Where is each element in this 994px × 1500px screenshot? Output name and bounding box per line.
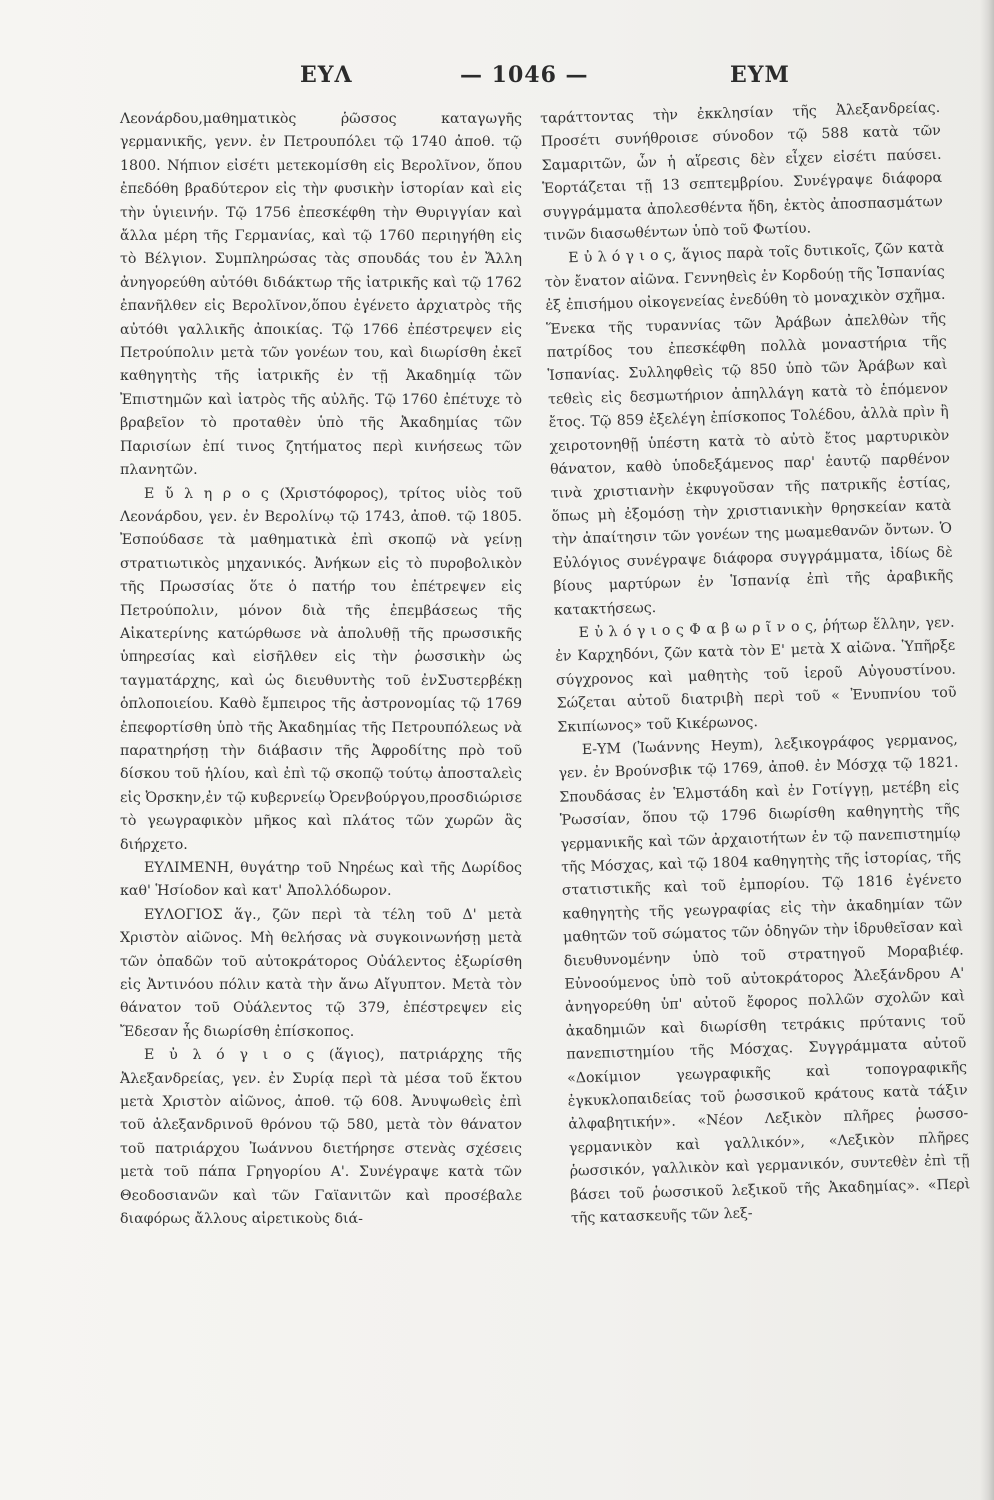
left-column [120, 108, 522, 1232]
entry-eulogios-saint: ΕΥΛΟΓΙΟΣ ἅγ., ζῶν περὶ τὰ τέλη τοῦ Δ' μετὰ Χριστὸν αἰῶνος. Μὴ θελήσας νὰ συγκοινωνήσῃ μετὰ τῶν ὀπαδῶν τοῦ αὐτοκράτορος Οὐάλεντος ἐξωρίσθη εἰς Ἀντινόου πόλιν κατὰ τὴν ἄνω Αἴγυπτον. Μετὰ τὸν θάνατον τοῦ Οὐάλεντος τῷ 379, ἐπέστρεψεν εἰς Ἔδεσαν ἧς διωρίσθη ἐπίσκοπος. [120, 906, 522, 1040]
entry-continuation-euler-leonhard-son: Λεονάρδου,μαθηματικὸς ῥῶσσος καταγωγῆς γερμανικῆς, γενν. ἐν Πετρουπόλει τῷ 1740 ἀποθ. τῷ 1800. Νήπιον εἰσέτι μετεκομίσθη εἰς Βερολῖνον, ὅπου ἐπεδόθη βραδύτερον εἰς τὴν φυσικὴν ἱστορίαν καὶ εἰς τὴν ὑγιεινήν. Τῷ 1756 ἐπεσκέφθη τὴν Θυριγγίαν καὶ ἄλλα μέρη τῆς Γερμανίας, καὶ τῷ 1760 περιηγήθη εἰς τὸ Βέλγιον. Συμπληρώσας τὰς σπουδάς του ἐν Ἄλλη ἀνηγορεύθη αὐτόθι διδάκτωρ τῆς ἰατρικῆς καὶ τῷ 1762 ἐπανῆλθεν εἰς Βερολῖνον,ὅπου ἐγένετο ἀρχιατρὸς τῆς αὐτόθι γαλλικῆς ἀποικίας. Τῷ 1766 ἐπέστρεψεν εἰς Πετρούπολιν μετὰ τῶν γονέων του, καὶ διωρίσθη ἐκεῖ καθηγητὴς τῆς ἰατρικῆς ἐν τῇ Ἀκαδημίᾳ τῶν Ἐπιστημῶν καὶ ἰατρὸς τῆς αὐλῆς. Τῷ 1760 ἐπέτυχε τὸ βραβεῖον τὸ προταθὲν ὑπὸ τῆς Ἀκαδημίας τῶν Παρισίων ἐπί τινος ζητήματος περὶ κινήσεως τῶν πλανητῶν. [120, 111, 522, 479]
entry-euler-christoph: Ε ὔ λ η ρ ο ς (Χριστόφορος), τρίτος υἱὸς τοῦ Λεονάρδου, γεν. ἐν Βερολίνῳ τῷ 1743, ἀποθ. τῷ 1805. Ἐσπούδασε τὰ μαθηματικὰ ἐπὶ σκοπῷ νὰ γείνῃ στρατιωτικὸς μηχανικός. Ἀνήκων εἰς τὸ πυροβολικὸν τῆς Πρωσσίας ὅτε ὁ πατήρ του ἐπέτρεψεν εἰς Πετρούπολιν, μόνον διὰ τῆς ἐπεμβάσεως τῆς Αἰκατερίνης κατώρθωσε νὰ ἀπολυθῇ τῆς πρωσσικῆς ὑπηρεσίας καὶ εἰσῆλθεν εἰς τὴν ῥωσσικὴν ὡς ταγματάρχης, καὶ ὡς διευθυντὴς τοῦ ἐνΣυστερβέκῃ ὁπλοποιείου. Καθὸ ἔμπειρος τῆς ἀστρονομίας τῷ 1769 ἐπεφορτίσθη ὑπὸ τῆς Ἀκαδημίας τῆς Πετρουπόλεως νὰ παρατηρήσῃ τὴν διάβασιν τῆς Ἀφροδίτης πρὸ τοῦ δίσκου τοῦ ἡλίου, καὶ ἐπὶ τῷ σκοπῷ τούτῳ ἀποσταλεὶς εἰς Ὀρσκην,ἐν τῷ κυβερνείῳ Ὀρενβούργου,προσδιώρισε τὸ γεωγραφικὸν μῆκος καὶ πλάτος τῶν χωρῶν ἃς διήρχετο. [120, 485, 522, 853]
entry-heym-ioannis: Ε-ΥΜ (Ἰωάννης Heym), λεξικογράφος γερμανος, γεν. ἐν Βρούνσβικ τῷ 1769, ἀποθ. ἐν Μόσχᾳ τῷ 1821. Σπουδάσας ἐν Ἑλμστάδη καὶ ἐν Γοτίγγῃ, μετέβη εἰς Ῥωσσίαν, ὅπου τῷ 1796 διωρίσθη καθηγητὴς τῆς γερμανικῆς καὶ τῶν ἀρχαιοτήτων ἐν τῷ πανεπιστημίῳ τῆς Μόσχας, καὶ τῷ 1804 καθηγητὴς τῆς ἱστορίας, τῆς στατιστικῆς καὶ τοῦ ἐμπορίου. Τῷ 1816 ἐγένετο καθηγητὴς τῆς γεωγραφίας εἰς τὴν ἀκαδημίαν τῶν μαθητῶν τοῦ σώματος τῶν ὁδηγῶν τὴν ἱδρυθεῖσαν καὶ διευθυνομένην ὑπὸ τοῦ στρατηγοῦ Μοραβιέφ. Εὐνοούμενος ὑπὸ τοῦ αὐτοκράτορος Ἀλεξάνδρου Α' ἀνηγορεύθη ὑπ' αὐτοῦ ἔφορος πολλῶν σχολῶν καὶ ἀκαδημιῶν καὶ διωρίσθη τετράκις πρύτανις τοῦ πανεπιστημίου τῆς Μόσχας. Συγγράμματα αὐτοῦ «Δοκίμιον γεωγραφικῆς καὶ τοπογραφικῆς ἐγκυκλοπαιδείας τοῦ ῥωσσικοῦ κράτους κατὰ τάξιν ἀλφαβητικήν». «Νέον Λεξικὸν πλῆρες ῥωσσο-γερμανικὸν καὶ γαλλικόν», «Λεξικὸν πλῆρες ῥωσσικόν, γαλλικὸν καὶ γερμανικόν, συντεθὲν ἐπὶ τῇ βάσει τοῦ ῥωσσικοῦ λεξικοῦ τῆς Ἀκαδημίας». «Περὶ τῆς κατασκευῆς τῶν λεξ- [558, 731, 971, 1227]
header-right-guide-word: ΕΥΜ [730, 62, 790, 88]
page-number: — 1046 — [460, 62, 589, 88]
page-header [110, 62, 930, 102]
entry-eulogios-patriarch: Ε ὐ λ ό γ ι ο ς (ἅγιος), πατριάρχης τῆς Ἀλεξανδρείας, γεν. ἐν Συρίᾳ περὶ τὰ μέσα τοῦ ἕκτου μετὰ Χριστὸν αἰῶνος, ἀποθ. τῷ 608. Ἀνυψωθεὶς ἐπὶ τοῦ ἀλεξανδρινοῦ θρόνου τῷ 580, μετὰ τὸν θάνατον τοῦ πατριάρχου Ἰωάννου διετήρησε στενὰς σχέσεις μετὰ τοῦ πάπα Γρηγορίου Α'. Συνέγραψε κατὰ τῶν Θεοδοσιανῶν καὶ τῶν Γαϊανιτῶν καὶ προσέβαλε διαφόρως ἄλλους αἱρετικοὺς διά- [120, 1047, 522, 1228]
header-left-guide-word: ΕΥΛ [300, 62, 353, 88]
entry-continuation-eulogios-patriarch: ταράττοντας τὴν ἐκκλησίαν τῆς Ἀλεξανδρείας. Προσέτι συνήθροισε σύνοδον τῷ 588 κατὰ τῶν Σαμαριτῶν, ὧν ἡ αἵρεσις δὲν εἶχεν εἰσέτι παύσει. Ἑορτάζεται τῇ 13 σεπτεμβρίου. Συνέγραψε διάφορα συγγράμματα ἀπολεσθέντα ἤδη, ἐκτὸς ἀποσπασμάτων τινῶν διασωθέντων ὑπὸ τοῦ Φωτίου. [540, 99, 943, 244]
page-edge-shadow [980, 0, 994, 1500]
right-column [540, 97, 971, 1231]
entry-eulogios-cordoba: Ε ὐ λ ό γ ι ο ς, ἅγιος παρὰ τοῖς δυτικοῖς, ζῶν κατὰ τὸν ἔνατον αἰῶνα. Γεννηθεὶς ἐν Κορδούῃ τῆς Ἱσπανίας ἐξ ἐπισήμου οἰκογενείας ἐνεδύθη τὸ μοναχικὸν σχῆμα. Ἕνεκα τῆς τυραννίας τῶν Ἀράβων ἀπελθὼν τῆς πατρίδος του ἐπεσκέφθη πολλὰ μοναστήρια τῆς Ἱσπανίας. Συλληφθεὶς τῷ 850 ὑπὸ τῶν Ἀράβων καὶ τεθεὶς εἰς δεσμωτήριον ἀπηλλάγη κατὰ τὸ ἑπόμενον ἔτος. Τῷ 859 ἐξελέγη ἐπίσκοπος Τολέδου, ἀλλὰ πρὶν ἢ χειροτονηθῇ ὑπέστη κατὰ τὸ αὐτὸ ἔτος μαρτυρικὸν θάνατον, καθὸ ὑποδεξάμενος παρ' ἑαυτῷ παρθένον τινὰ χριστιανὴν ἐκφυγοῦσαν τῆς πατρικῆς ἑστίας, ὅπως μὴ ἐξομόσῃ τὴν χριστιανικὴν θρησκείαν κατὰ τὴν ἀπαίτησιν τῶν γονέων της μωαμεθανῶν ὄντων. Ὁ Εὐλόγιος συνέγραψε διάφορα συγγράμματα, ἰδίως δὲ βίους μαρτύρων ἐν Ἱσπανίᾳ ἐπὶ τῆς ἀραβικῆς κατακτήσεως. [544, 240, 954, 619]
entry-eulogios-favorinus: Ε ὐ λ ό γ ι ο ς Φ α β ω ρ ῖ ν ο ς, ῥήτωρ ἕλλην, γεν. ἐν Καρχηδόνι, ζῶν κατὰ τὸν Ε' μετὰ Χ αἰῶνα. Ὑπῆρξε σύγχρονος καὶ μαθητὴς τοῦ ἱεροῦ Αὐγουστίνου. Σώζεται αὐτοῦ διατριβὴ περὶ τοῦ « Ἐνυπνίου τοῦ Σκιπίωνος» τοῦ Κικέρωνος. [555, 614, 957, 736]
entry-eulimene: ΕΥΛΙΜΕΝΗ, θυγάτηρ τοῦ Νηρέως καὶ τῆς Δωρίδος καθ' Ἡσίοδον καὶ κατ' Ἀπολλόδωρον. [120, 860, 522, 900]
